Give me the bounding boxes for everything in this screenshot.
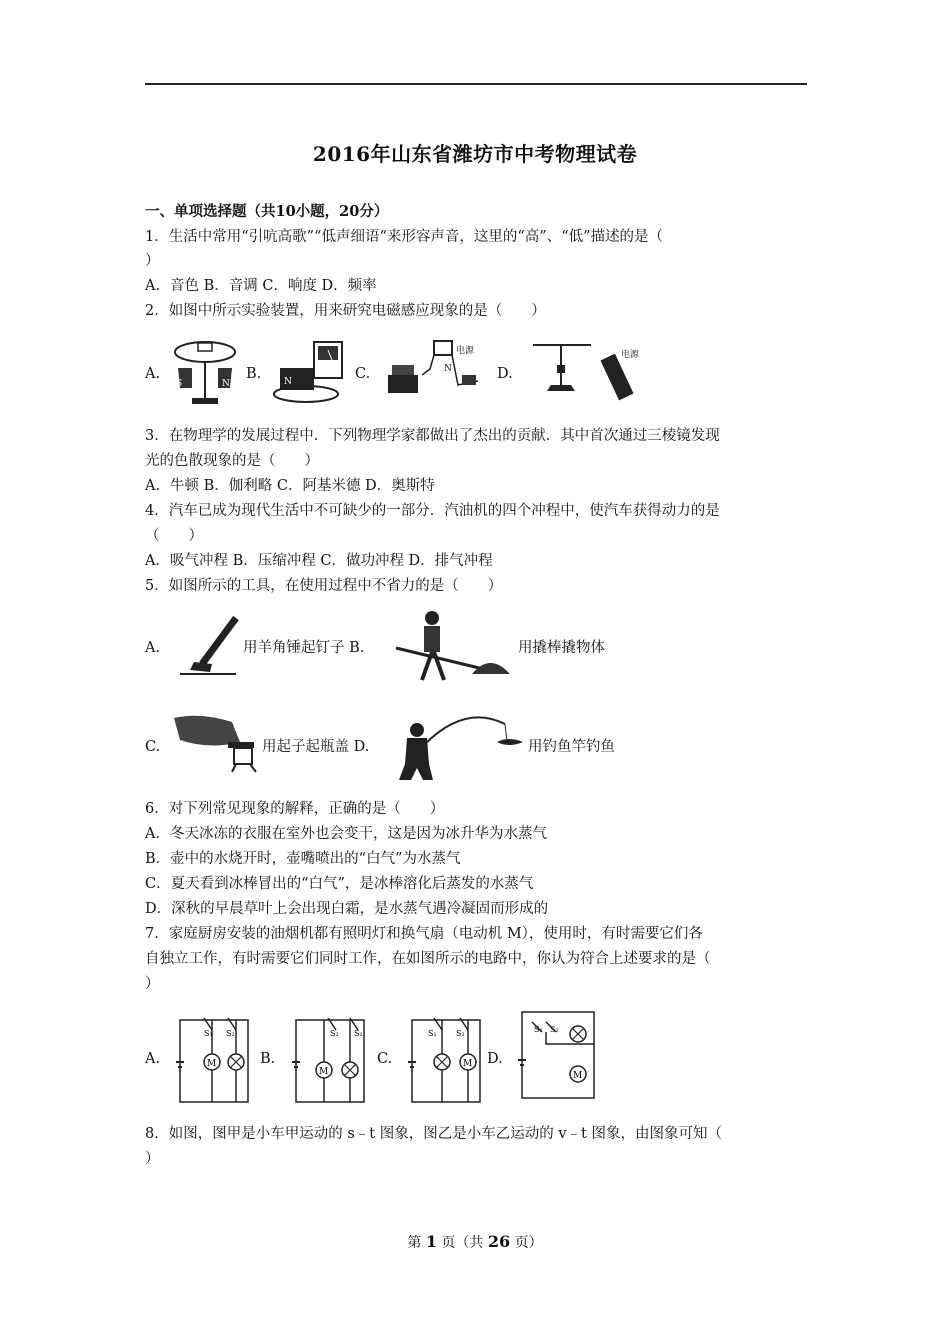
q2-d-power-label: 电源 (621, 350, 640, 360)
q7-text-line2: 自独立工作，有时需要它们同时工作，在如图所示的电路中，你认为符合上述要求的是（ (145, 951, 711, 967)
q8-text-line2: ） (145, 1151, 160, 1167)
q5-text-a: 用羊角锤起钉子 B. (243, 640, 365, 656)
q2-figure-a (170, 338, 240, 408)
q7-label-d: D. (487, 1051, 503, 1067)
q2-label-c: C. (355, 366, 371, 382)
q7-a-s2: S₂ (226, 1029, 235, 1038)
svg-text:N: N (284, 377, 292, 387)
q3-options: A．牛顿 B．伽利略 C．阿基米德 D．奥斯特 (145, 478, 435, 494)
q5-text: 5．如图所示的工具，在使用过程中不省力的是（ ） (145, 578, 503, 594)
q6-option-a: A．冬天冰冻的衣服在室外也会变干，这是因为冰升华为水蒸气 (145, 826, 547, 842)
q2-text: 2．如图中所示实验装置，用来研究电磁感应现象的是（ ） (145, 303, 546, 319)
footer-pre: 第 (407, 1235, 426, 1251)
q2-figure-b (270, 338, 348, 408)
q8-text-line1: 8．如图，图甲是小车甲运动的 s﹣t 图象，图乙是小车乙运动的 v﹣t 图象，由图象可知（ (145, 1126, 722, 1142)
q1-text-line2: ） (145, 253, 160, 269)
q5-text-b: 用撬棒撬物体 (518, 640, 605, 656)
q4-text-line1: 4．汽车已成为现代生活中不可缺少的一部分．汽油机的四个冲程中，使汽车获得动力的是 (145, 503, 720, 519)
header-rule (145, 83, 807, 85)
page-footer (0, 1232, 950, 1252)
q7-a-s1: S₁ (204, 1029, 213, 1038)
q7-text-line1: 7．家庭厨房安装的油烟机都有照明灯和换气扇（电动机 M），使用时，有时需要它们各 (145, 926, 703, 942)
svg-text:S: S (176, 379, 183, 389)
q7-circuit-d (516, 1008, 604, 1104)
q7-circuit-c (408, 1012, 486, 1106)
q2-label-d: D. (497, 366, 513, 382)
q7-text-line3: ） (145, 976, 160, 992)
q4-options: A．吸气冲程 B．压缩冲程 C．做功冲程 D．排气冲程 (145, 553, 493, 569)
q7-b-s1: S₁ (354, 1029, 363, 1038)
q2-figure-d (525, 335, 647, 407)
q7-c-s1: S₁ (428, 1029, 437, 1038)
q7-circuit-a (176, 1012, 254, 1106)
q5-figure-b-crowbar (392, 608, 514, 686)
q6-option-b: B．壶中的水烧开时，壶嘴喷出的“白气”为水蒸气 (145, 851, 461, 867)
q2-figure-c (378, 335, 488, 405)
page-title: 2016年山东省潍坊市中考物理试卷 (312, 142, 638, 166)
q7-a-motor: M (207, 1059, 217, 1069)
q5-figure-d-fishing (395, 710, 527, 782)
q7-d-s2: S₂ (550, 1025, 559, 1034)
q7-circuit-b (292, 1012, 370, 1106)
q7-label-b: B. (260, 1051, 276, 1067)
q1-options: A．音色 B．音调 C．响度 D．频率 (145, 278, 377, 294)
footer-mid: 页（共 (436, 1235, 488, 1251)
q6-text: 6．对下列常见现象的解释，正确的是（ ） (145, 801, 445, 817)
footer-post: 页） (510, 1235, 543, 1251)
q7-label-a: A. (145, 1051, 161, 1067)
q7-label-c: C. (377, 1051, 393, 1067)
section-heading: 一、单项选择题（共10小题，20分） (145, 203, 389, 220)
q5-text-c: 用起子起瓶盖 D. (262, 739, 370, 755)
footer-total-pages: 26 (487, 1232, 511, 1251)
q2-label-b: B. (246, 366, 262, 382)
q7-c-motor: M (463, 1059, 473, 1069)
q7-c-s2: S₂ (456, 1029, 465, 1038)
q5-label-c: C. (145, 739, 161, 755)
q3-text-line1: 3．在物理学的发展过程中．下列物理学家都做出了杰出的贡献．其中首次通过三棱镜发现 (145, 428, 720, 444)
q6-option-c: C．夏天看到冰棒冒出的“白气”，是冰棒溶化后蒸发的水蒸气 (145, 876, 534, 892)
q3-text-line2: 光的色散现象的是（ ） (145, 453, 319, 469)
svg-text:N: N (222, 379, 230, 389)
footer-page-number: 1 (425, 1232, 437, 1251)
q7-d-motor: M (573, 1071, 583, 1081)
q2-c-power-label: 电源 (456, 346, 475, 356)
q5-label-a: A. (145, 640, 161, 656)
q7-b-motor: M (319, 1067, 329, 1077)
q7-b-s2: S₂ (330, 1029, 339, 1038)
q5-text-d: 用钓鱼竿钓鱼 (528, 739, 615, 755)
q6-option-d: D．深秋的早晨草叶上会出现白霜，是水蒸气遇冷凝固而形成的 (145, 901, 549, 917)
q1-text-line1: 1．生活中常用“引吭高歌”“低声细语“来形容声音，这里的“高”、“低”描述的是（ (145, 229, 664, 245)
q5-figure-c-opener (170, 712, 262, 774)
q4-text-line2: （ ） (145, 528, 203, 544)
q7-d-s1: S₁ (534, 1025, 543, 1034)
q5-figure-a-hammer (172, 612, 242, 680)
svg-text:N: N (444, 364, 452, 374)
q2-label-a: A. (145, 366, 161, 382)
